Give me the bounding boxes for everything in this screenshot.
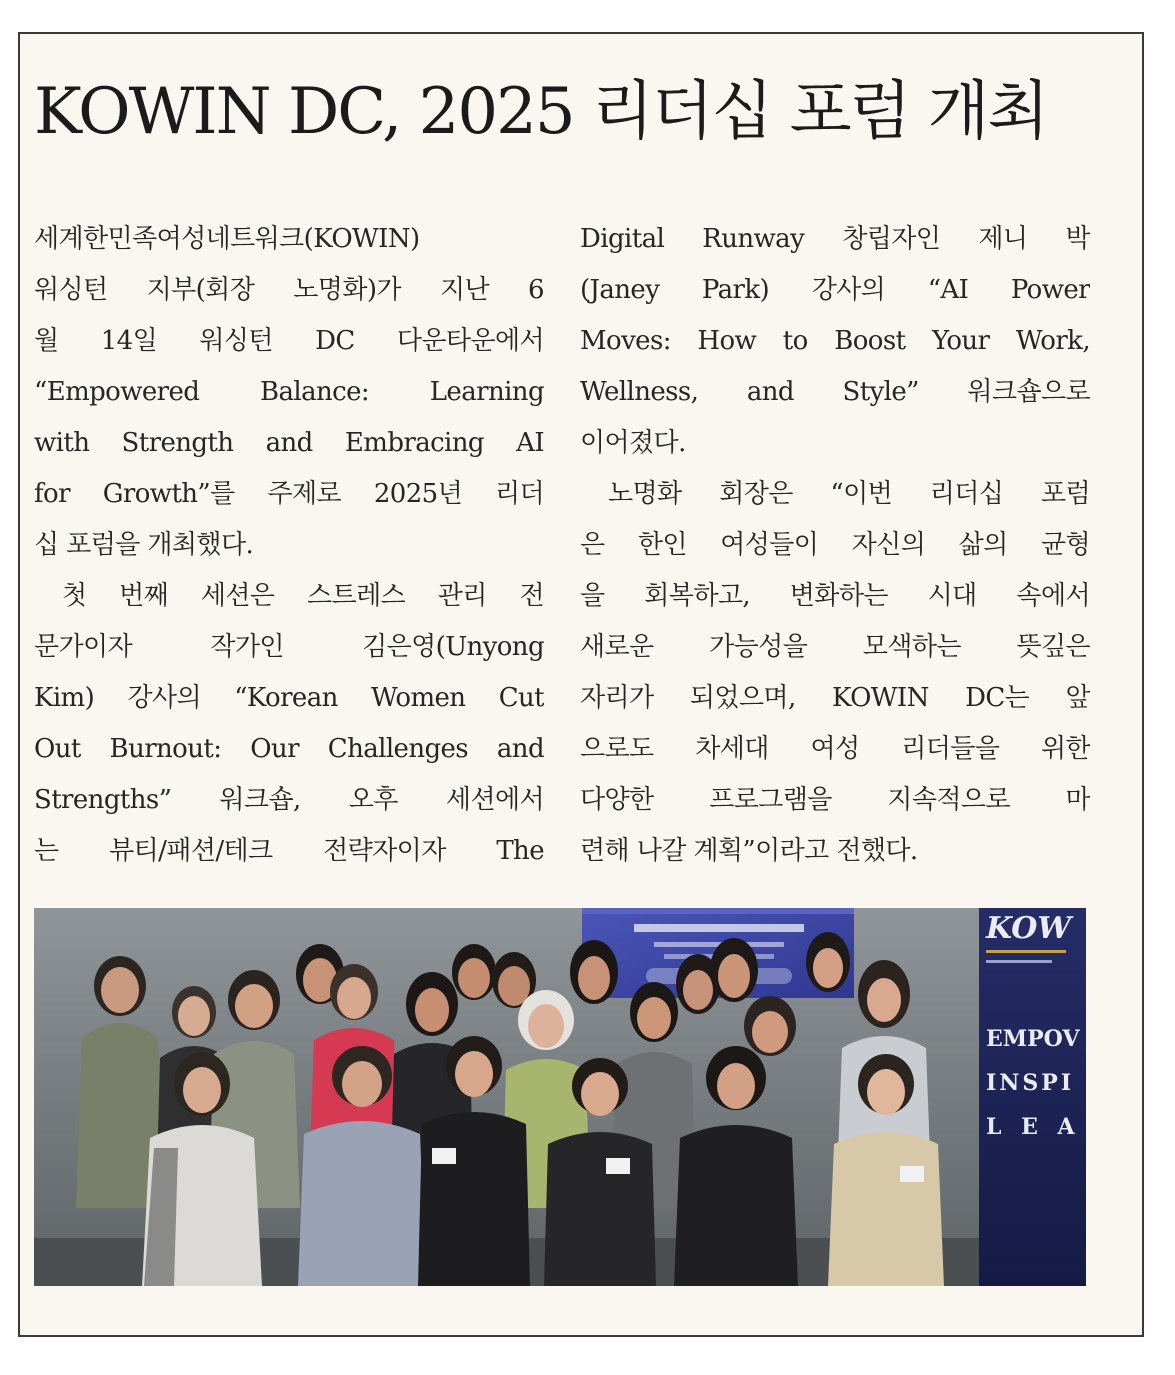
article-line: Out Burnout: Our Challenges and — [34, 734, 544, 764]
headline: KOWIN DC, 2025 리더십 포럼 개최 — [34, 75, 1048, 149]
event-banner — [979, 908, 1086, 1286]
article-line: 다양한 프로그램을 지속적으로 마 — [580, 785, 1090, 815]
article-line: Strengths” 워크숍, 오후 세션에서 — [34, 785, 544, 815]
article-line: 련해 나갈 계획”이라고 전했다. — [580, 836, 918, 866]
article-line: 문가이자 작가인 김은영(Unyong — [34, 632, 544, 662]
article-line: 을 회복하고, 변화하는 시대 속에서 — [580, 581, 1090, 611]
article-line: Moves: How to Boost Your Work, — [580, 326, 1090, 356]
article-line: 월 14일 워싱턴 DC 다운타운에서 — [34, 326, 544, 356]
article-line: 세계한민족여성네트워크(KOWIN) — [34, 224, 420, 254]
article-line: 십 포럼을 개최했다. — [34, 530, 254, 560]
article-line: 는 뷰티/패션/테크 전략자이자 The — [34, 836, 544, 866]
group-photo — [34, 908, 1086, 1286]
article-line: Digital Runway 창립자인 제니 박 — [580, 224, 1090, 254]
article-line: 으로도 차세대 여성 리더들을 위한 — [580, 734, 1090, 764]
banner-line: EMPOV — [986, 1026, 1080, 1052]
article-line: Wellness, and Style” 워크숍으로 — [580, 377, 1090, 407]
banner-line: INSPI — [986, 1070, 1075, 1096]
article-line: with Strength and Embracing AI — [34, 428, 544, 458]
article-line: “Empowered Balance: Learning — [34, 377, 544, 407]
article-line: Kim) 강사의 “Korean Women Cut — [34, 683, 544, 713]
article-line: 은 한인 여성들이 자신의 삶의 균형 — [580, 530, 1090, 560]
banner-line: L E A — [986, 1114, 1081, 1140]
article-line: (Janey Park) 강사의 “AI Power — [580, 275, 1090, 305]
article-line: 새로운 가능성을 모색하는 뜻깊은 — [580, 632, 1090, 662]
article-right-column — [580, 214, 1090, 877]
article-line: for Growth”를 주제로 2025년 리더 — [34, 479, 544, 509]
article-line: 노명화 회장은 “이번 리더십 포럼 — [608, 479, 1090, 509]
article-line: 워싱턴 지부(회장 노명화)가 지난 6 — [34, 275, 544, 305]
article-line: 자리가 되었으며, KOWIN DC는 앞 — [580, 683, 1090, 713]
banner-logo-text: KOW — [986, 911, 1072, 946]
article-line: 첫 번째 세션은 스트레스 관리 전 — [62, 581, 544, 611]
article-line: 이어졌다. — [580, 428, 686, 458]
article-left-column — [34, 214, 544, 877]
